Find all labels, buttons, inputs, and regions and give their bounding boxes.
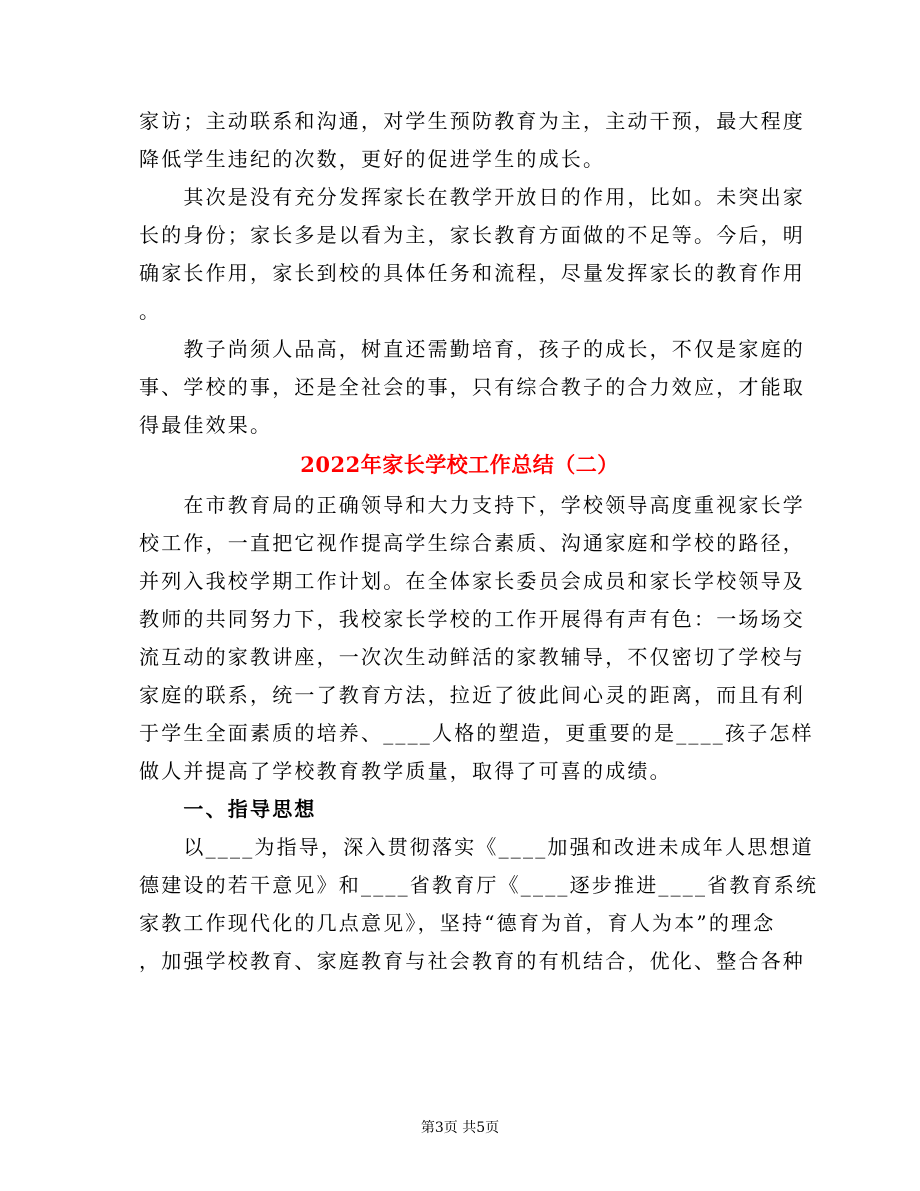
paragraph-line: 流互动的家教讲座，一次次生动鲜活的家教辅导，不仅密切了学校与 [139, 645, 805, 669]
paragraph-line: 得最佳效果。 [139, 413, 273, 437]
paragraph-line: 以____为指导，深入贯彻落实《____加强和改进未成年人思想道 [139, 835, 814, 859]
paragraph-line: 并列入我校学期工作计划。在全体家长委员会成员和家长学校领导及 [139, 569, 805, 593]
page-footer: 第3页 共5页 [420, 1120, 500, 1136]
paragraph-line: 家访；主动联系和沟通，对学生预防教育为主，主动干预，最大程度 [139, 109, 805, 133]
paragraph-line: 降低学生违纪的次数，更好的促进学生的成长。 [139, 147, 606, 171]
document-body [139, 102, 819, 980]
paragraph-line: ，加强学校教育、家庭教育与社会教育的有机结合，优化、整合各种 [139, 949, 805, 973]
paragraph-line: 在市教育局的正确领导和大力支持下，学校领导高度重视家长学 [139, 493, 805, 517]
paragraph-line: 事、学校的事，还是全社会的事，只有综合教子的合力效应，才能取 [139, 375, 805, 399]
paragraph-line: 德建设的若干意见》和____省教育厅《____逐步推进____省教育系统 [139, 873, 819, 897]
paragraph-line: 于学生全面素质的培养、____人格的塑造，更重要的是____孩子怎样 [139, 721, 814, 745]
paragraph-line: 校工作，一直把它视作提高学生综合素质、沟通家庭和学校的路径， [139, 531, 805, 555]
paragraph-line: 教师的共同努力下，我校家长学校的工作开展得有声有色：一场场交 [139, 607, 805, 631]
paragraph-line: 家庭的联系，统一了教育方法，拉近了彼此间心灵的距离，而且有利 [139, 683, 805, 707]
paragraph-line: 家教工作现代化的几点意见》，坚持“德育为首，育人为本”的理念 [139, 911, 776, 935]
section-title: 2022年家长学校工作总结（二） [300, 452, 619, 477]
paragraph-line: 做人并提高了学校教育教学质量，取得了可喜的成绩。 [139, 759, 672, 783]
paragraph-line: 教子尚须人品高，树直还需勤培育，孩子的成长，不仅是家庭的 [139, 337, 805, 361]
paragraph-line: 长的身份；家长多是以看为主，家长教育方面做的不足等。今后，明 [139, 223, 805, 247]
paragraph-line: 其次是没有充分发挥家长在教学开放日的作用，比如。未突出家 [139, 185, 805, 209]
section-heading: 一、指导思想 [139, 797, 317, 821]
paragraph-line: 确家长作用，家长到校的具体任务和流程，尽量发挥家长的教育作用 [139, 261, 805, 285]
paragraph-line: 。 [139, 299, 162, 323]
